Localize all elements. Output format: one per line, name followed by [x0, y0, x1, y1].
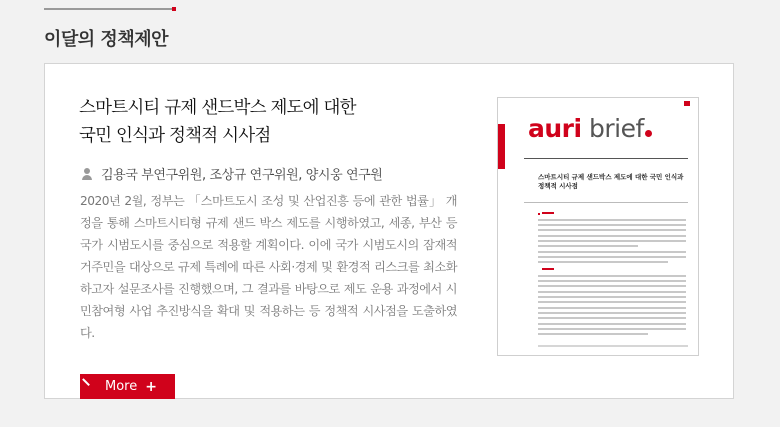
- cover-text-line: [538, 285, 686, 287]
- cover-divider-2: [524, 202, 688, 203]
- section-title: 이달의 정책제안: [44, 29, 168, 50]
- cover-text-line: [538, 312, 686, 314]
- policy-proposal-card: [44, 63, 734, 399]
- cover-text-line: [538, 261, 668, 263]
- cover-text-line: [538, 245, 638, 247]
- cover-text-line: [538, 323, 686, 325]
- cover-text-line: [538, 301, 686, 303]
- cover-footnote: [538, 345, 688, 347]
- cover-text-line: [538, 317, 686, 319]
- cover-text-line: [538, 224, 686, 226]
- plus-icon: +: [145, 378, 157, 395]
- person-icon: [81, 168, 93, 180]
- article-title-line-1: 스마트시티 규제 샌드박스 제도에 대한: [79, 98, 356, 118]
- article-authors: [81, 164, 382, 183]
- rule-accent: [172, 7, 176, 11]
- section-title-rule: [44, 8, 176, 10]
- article-title[interactable]: [79, 94, 439, 150]
- auri-brief-logo: auri brief: [528, 114, 652, 144]
- cover-text-line: [538, 256, 686, 258]
- cover-text-line: [538, 275, 686, 277]
- cover-divider: [524, 158, 688, 159]
- cover-text-line: [538, 240, 686, 242]
- cover-bullet: [538, 213, 540, 215]
- cover-text-line: [538, 333, 648, 335]
- cover-section-mark: [542, 212, 554, 214]
- more-button-label: More: [105, 379, 138, 394]
- cover-text-line: [538, 235, 686, 237]
- cover-text-line: [538, 307, 686, 309]
- article-summary: 2020년 2월, 정부는 「스마트도시 조성 및 산업진흥 등에 관한 법률」 개정을 통해 스마트시티형 규제 샌드 박스 제도를 시행하였고, 세종, 부산 등 국가 시범도시를 중심으로 적용할 계획이다. 이에 국가 시범도시의 잠재적 거주민을 대상으로 규제 특례에 따른 사회·경제 및 환경적 리스크를 최소화하고자 설문조사를 진행했으며, 그 결과를 바탕으로 제도 운용 과정에서 시민참여형 사업 추진방식을 확대 및 적용하는 등 정책적 시사점을 도출하였다.: [80, 194, 457, 340]
- cover-top-decoration: [518, 101, 690, 105]
- corner-slash-icon: [82, 378, 89, 385]
- cover-text-line: [538, 328, 686, 330]
- cover-text-line: [538, 251, 686, 253]
- cover-title: 스마트시티 규제 샌드박스 제도에 대한 국민 인식과 정책적 시사점: [538, 173, 684, 190]
- cover-text-line: [538, 291, 686, 293]
- cover-text-line: [538, 219, 686, 221]
- cover-text-line: [538, 280, 686, 282]
- cover-text-line: [538, 229, 686, 231]
- cover-text-line: [538, 296, 686, 298]
- auri-brief-cover-thumbnail[interactable]: [497, 97, 699, 356]
- authors-text: 김용국 부연구위원, 조상규 연구위원, 양시웅 연구원: [101, 168, 383, 183]
- cover-section-mark: [542, 268, 554, 270]
- article-title-line-2: 국민 인식과 정책적 시사점: [79, 126, 271, 146]
- cover-issue-bar: [498, 124, 505, 169]
- more-button[interactable]: [80, 374, 175, 399]
